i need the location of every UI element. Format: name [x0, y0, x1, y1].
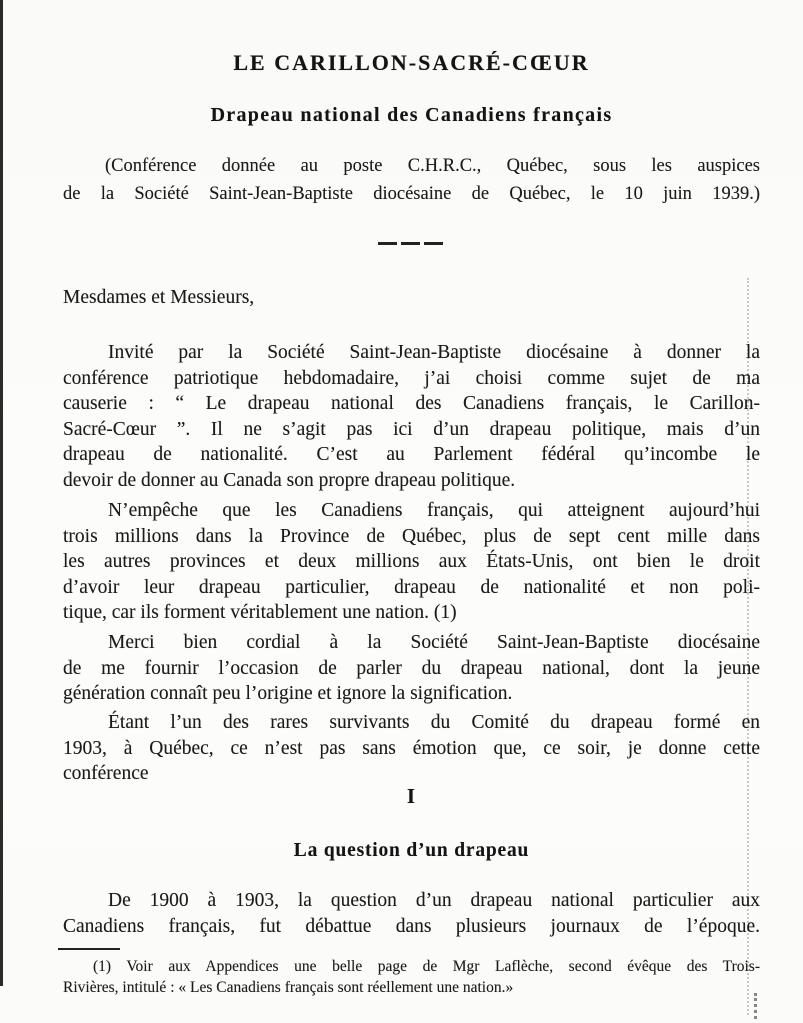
text-line: 1903, à Québec, ce n’est pas sans émotion que, ce soir, je donne cette [63, 737, 760, 759]
text-line: Invité par la Société Saint-Jean-Baptiste diocésaine à donner la [108, 342, 760, 363]
text-line: génération connaît peu l’origine et ignore la signification. [63, 683, 513, 704]
text-line: Sacré-Cœur ”. Il ne s’agit pas ici d’un drapeau politique, mais d’un [63, 418, 760, 440]
text-line: de la Société Saint-Jean-Baptiste diocésaine de Québec, le 10 juin 1939.) [63, 184, 760, 204]
text-line: N’empêche que les Canadiens français, qui atteignent aujourd’hui [108, 500, 760, 521]
text-line: Merci bien cordial à la Société Saint-Jean-Baptiste diocésaine [108, 632, 760, 653]
dash-divider [378, 242, 444, 245]
text-line: (1) Voir aux Appendices une belle page de Mgr Laflèche, second évêque des Trois- [93, 958, 760, 975]
text-line: causerie : “ Le drapeau national des Canadiens français, le Carillon- [63, 393, 760, 414]
text-line: De 1900 à 1903, la question d’un drapeau national particulier aux [108, 890, 760, 911]
footnote [63, 956, 760, 998]
text-line: d’avoir leur drapeau particulier, drapeau de nationalité et non poli- [63, 576, 760, 598]
paragraph [63, 498, 760, 626]
text-line: drapeau de nationalité. C’est au Parlement fédéral qu’incombe le [63, 444, 760, 465]
text-line: (Conférence donnée au poste C.H.R.C., Québec, sous les auspices [105, 156, 760, 176]
salutation: Mesdames et Messieurs, [63, 287, 255, 308]
text-line: conférence [63, 763, 149, 784]
document-subtitle: Drapeau national des Canadiens français [210, 104, 613, 126]
scan-left-edge-line [0, 0, 3, 986]
footnote-separator-rule [58, 948, 120, 950]
section-title: La question d’un drapeau [293, 840, 530, 861]
text-line: les autres provinces et deux millions aux États-Unis, ont bien le droit [63, 551, 760, 572]
text-line: conférence patriotique hebdomadaire, j’ai choisi comme sujet de ma [63, 367, 760, 389]
text-line: Étant l’un des rares survivants du Comité du drapeau formé en [108, 712, 760, 733]
document-title: LE CARILLON-SACRÉ-CŒUR [233, 50, 590, 75]
paragraph [63, 340, 760, 493]
text-line: tique, car ils forment véritablement une nation. (1) [63, 602, 457, 623]
text-line: trois millions dans la Province de Québec, plus de sept cent mille dans [63, 525, 760, 547]
paragraph [63, 630, 760, 707]
section-number: I [406, 784, 417, 808]
text-line: devoir de donner au Canada son propre drapeau politique. [63, 469, 516, 491]
text-line: Canadiens français, fut débattue dans plusieurs journaux de l’époque. [63, 915, 760, 937]
paragraph [63, 710, 760, 787]
paragraph [63, 888, 760, 939]
conference-note [63, 152, 760, 208]
text-line: Rivières, intitulé : « Les Canadiens français sont réellement une nation.» [63, 979, 514, 996]
text-line: de me fournir l’occasion de parler du drapeau national, dont la jeune [63, 657, 760, 679]
